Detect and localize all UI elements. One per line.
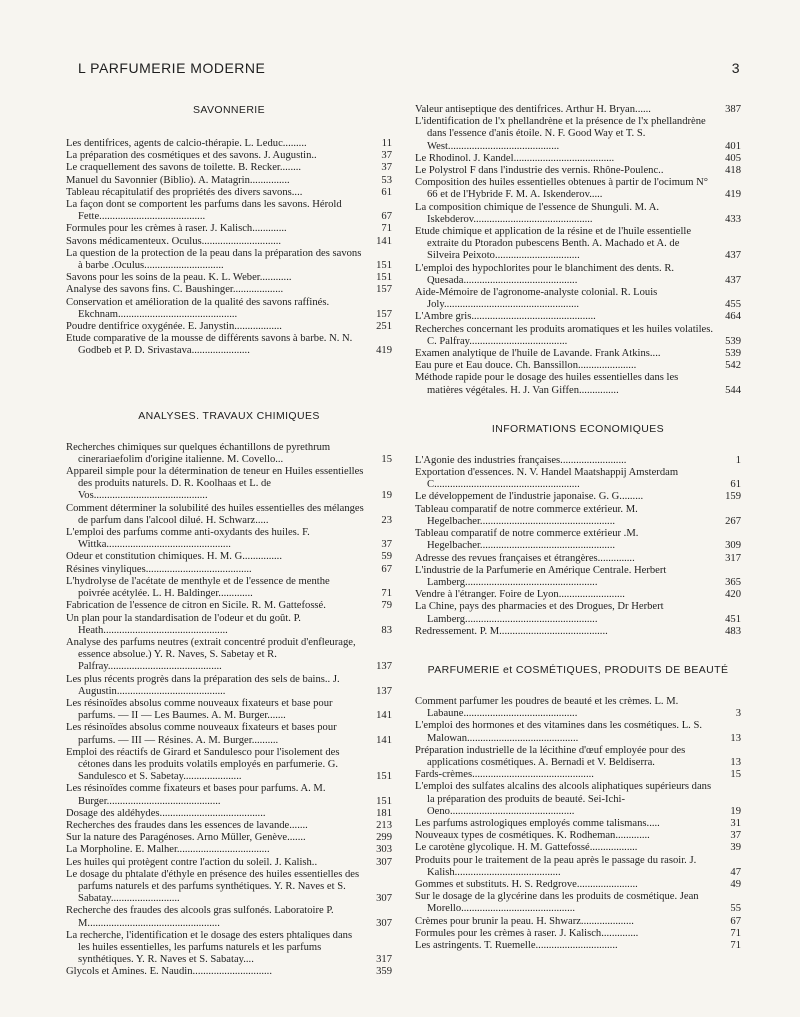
entry-page: 67 bbox=[381, 211, 392, 223]
entry-page: 15 bbox=[381, 453, 392, 465]
index-entry bbox=[66, 284, 392, 296]
entry-text: L'emploi des sulfates alcalins des alcools aliphatiques supérieurs dans la préparation des produits de beauté. Sei-Ichi-Oeno............................................... bbox=[415, 781, 712, 817]
entry-page: 79 bbox=[381, 600, 392, 612]
entry-text: Conservation et amélioration de la qualité des savons raffinés. Ekchnam............................................. bbox=[66, 296, 330, 320]
entry-text: Les plus récents progrès dans la préparation des sels de bains.. J. Augustin......................................... bbox=[66, 673, 340, 697]
index-entry bbox=[415, 830, 741, 842]
entry-text: Comment parfumer les poudres de beauté et les crèmes. L. M. Labaune........................................... bbox=[415, 695, 679, 720]
entry-page: 37 bbox=[381, 162, 392, 174]
index-entry bbox=[66, 442, 392, 466]
entry-page: 307 bbox=[376, 856, 392, 868]
index-entry bbox=[415, 528, 741, 552]
index-entry bbox=[66, 321, 392, 333]
page-header bbox=[78, 60, 740, 82]
entry-page: 483 bbox=[725, 625, 741, 637]
entry-page: 67 bbox=[730, 915, 741, 927]
entry-page: 387 bbox=[725, 104, 741, 115]
index-entry bbox=[66, 930, 392, 967]
entry-page: 181 bbox=[376, 807, 392, 819]
section-title: SAVONNERIE bbox=[192, 104, 266, 116]
entry-page: 83 bbox=[381, 624, 392, 636]
entry-text: Recherches chimiques sur quelques échantillons de pyrethrum cinerariaefolim d'origine italienne. M. Covello... bbox=[66, 441, 331, 465]
index-entry bbox=[415, 781, 741, 818]
index-entry bbox=[66, 600, 392, 612]
entry-page: 433 bbox=[725, 213, 741, 225]
page-number: 3 bbox=[731, 60, 740, 76]
left-column bbox=[66, 104, 392, 979]
entry-text: Appareil simple pour la détermination de teneur en Huiles essentielles des produits naturels. D. R. Koolhaas et L. de Vos........................................... bbox=[66, 466, 364, 502]
index-entry bbox=[415, 879, 741, 891]
entry-text: Nouveaux types de cosmétiques. K. Rodheman............. bbox=[415, 830, 650, 842]
index-entry bbox=[66, 722, 392, 746]
entry-text: Redressement. P. M......................................... bbox=[415, 625, 608, 637]
index-entry bbox=[66, 175, 392, 187]
entry-page: 47 bbox=[730, 866, 741, 878]
index-entry bbox=[415, 348, 741, 360]
entry-page: 405 bbox=[725, 152, 741, 164]
entry-text: Méthode rapide pour le dosage des huiles essentielles dans les matières végétales. H. J. Van Giffen............... bbox=[415, 372, 679, 396]
entry-text: Le craquellement des savons de toilette. B. Recker........ bbox=[66, 162, 302, 174]
entry-page: 419 bbox=[725, 189, 741, 201]
entry-text: Poudre dentifrice oxygénée. E. Janystin.................. bbox=[66, 321, 282, 333]
entry-text: Composition des huiles essentielles obtenues à partir de l'ocimum N° 66 et de l'Hybride F. M. A. Iskenderov..... bbox=[415, 177, 709, 201]
index-entry bbox=[415, 202, 741, 226]
entry-text: Valeur antiseptique des dentifrices. Arthur H. Bryan...... bbox=[415, 104, 651, 115]
index-entry bbox=[415, 360, 741, 372]
entry-page: 13 bbox=[730, 732, 741, 744]
index-entry bbox=[415, 940, 741, 952]
entry-page: 418 bbox=[725, 165, 741, 177]
entry-page: 539 bbox=[725, 348, 741, 360]
entry-page: 71 bbox=[381, 588, 392, 600]
entry-text: Le carotène glycolique. H. M. Gattefossé.................. bbox=[415, 842, 638, 854]
index-entry bbox=[66, 223, 392, 235]
entry-page: 59 bbox=[381, 551, 392, 563]
entry-text: Recherches concernant les produits aromatiques et les huiles volatiles. C. Palfray..................................... bbox=[415, 323, 714, 347]
entry-text: Sur le dosage de la glycérine dans les produits de cosmétique. Jean Morello........................................... bbox=[415, 891, 699, 915]
entry-page: 157 bbox=[376, 284, 392, 296]
entry-text: Le dosage du phtalate d'éthyle en présence des huiles essentielles des parfums naturels et des parfums synthétiques. Y. R. Naves et S. Sabatay.......................... bbox=[66, 868, 360, 905]
entry-page: 141 bbox=[376, 734, 392, 746]
entry-text: Préparation industrielle de la lécithine d'œuf employée pour des applications cosmétiques. A. Bernadi et V. Beldiserra. bbox=[415, 744, 686, 768]
index-entry bbox=[415, 455, 741, 467]
section-title: INFORMATIONS ECONOMIQUES bbox=[491, 422, 665, 435]
index-entry bbox=[415, 928, 741, 940]
entry-text: L'identification de l'x phellandrène et la présence de l'x phellandrène dans l'essence d'anis étoile. N. F. Good Way et T. S. West.......................................... bbox=[415, 116, 706, 152]
entry-page: 365 bbox=[725, 576, 741, 588]
entry-text: Odeur et constitution chimiques. H. M. G............... bbox=[66, 551, 282, 563]
entry-page: 213 bbox=[376, 819, 392, 831]
index-entry bbox=[66, 820, 392, 832]
entry-text: Etude chimique et application de la résine et de l'huile essentielle extraite du Ptoradon pubescens Benth. A. Machado et A. de Silveira Peixoto................................ bbox=[415, 226, 692, 262]
entry-text: Fabrication de l'essence de citron en Sicile. R. M. Gattefossé. bbox=[66, 600, 326, 612]
entry-text: Les huiles qui protègent contre l'action du soleil. J. Kalish.. bbox=[66, 856, 318, 868]
index-entry bbox=[66, 783, 392, 807]
index-entry bbox=[66, 333, 392, 357]
entry-text: Analyse des savons fins. C. Baushinger................... bbox=[66, 284, 284, 296]
entry-page: 137 bbox=[376, 685, 392, 697]
entry-text: Un plan pour la standardisation de l'odeur et du goût. P. Heath............................................... bbox=[66, 612, 301, 636]
entry-text: Recherches des fraudes dans les essences de lavande....... bbox=[66, 819, 308, 831]
entry-text: Gommes et substituts. H. S. Redgrove....................... bbox=[415, 878, 638, 890]
index-entry bbox=[415, 769, 741, 781]
entry-text: Recherche des fraudes des alcools gras sulfonés. Laboratoire P. M.................................................. bbox=[66, 905, 334, 929]
right-column bbox=[415, 104, 741, 952]
entry-page: 359 bbox=[376, 966, 392, 978]
index-entry bbox=[415, 565, 741, 589]
entry-page: 157 bbox=[376, 308, 392, 320]
index-entry bbox=[415, 855, 741, 879]
entry-text: L'emploi des parfums comme anti-oxydants des huiles. F. Wittka............................................... bbox=[66, 527, 310, 551]
entry-page: 542 bbox=[725, 360, 741, 372]
index-entry bbox=[415, 720, 741, 744]
index-entry bbox=[66, 297, 392, 321]
index-entry bbox=[66, 576, 392, 600]
index-entry bbox=[66, 966, 392, 978]
index-entry bbox=[415, 153, 741, 165]
entry-page: 303 bbox=[376, 844, 392, 856]
entry-text: L'emploi des hypochlorites pour le blanchiment des dents. R. Quesada........................................... bbox=[415, 262, 675, 286]
index-entry bbox=[415, 177, 741, 201]
index-entry bbox=[66, 248, 392, 272]
entry-page: 437 bbox=[725, 250, 741, 262]
index-entry bbox=[66, 698, 392, 722]
index-entry bbox=[66, 674, 392, 698]
entry-text: La Morpholine. E. Malher................................... bbox=[66, 844, 270, 856]
entry-text: La Chine, pays des pharmacies et des Drogues, Dr Herbert Lamberg.................................................. bbox=[415, 601, 664, 625]
entry-text: Les dentifrices, agents de calcio-thérapie. L. Leduc......... bbox=[66, 138, 307, 149]
entry-page: 61 bbox=[381, 186, 392, 198]
entry-page: 23 bbox=[381, 514, 392, 526]
entry-text: Savons pour les soins de la peau. K. L. Weber............ bbox=[66, 272, 292, 284]
entry-text: L'hydrolyse de l'acétate de menthyle et de l'essence de menthe poivrée acétylée. L. H. Baldinger............. bbox=[66, 575, 330, 600]
entry-text: Dosage des aldéhydes........................................ bbox=[66, 807, 266, 819]
entry-page: 539 bbox=[725, 335, 741, 347]
entry-page: 71 bbox=[730, 939, 741, 951]
entry-text: Les résinoïdes comme fixateurs et bases pour parfums. A. M. Burger........................................... bbox=[66, 783, 326, 807]
index-entry bbox=[415, 287, 741, 311]
entry-text: Manuel du Savonnier (Biblio). A. Matagrin............... bbox=[66, 174, 290, 186]
entry-page: 1 bbox=[735, 454, 741, 466]
section-title: ANALYSES. TRAVAUX CHIMIQUES bbox=[138, 409, 320, 422]
index-entry bbox=[415, 818, 741, 830]
entry-page: 251 bbox=[376, 321, 392, 333]
index-entry bbox=[66, 466, 392, 503]
entry-page: 13 bbox=[730, 756, 741, 768]
entry-page: 544 bbox=[725, 384, 741, 396]
entry-text: Tableau récapitulatif des propriétés des divers savons.... bbox=[66, 186, 303, 198]
index-entry bbox=[415, 311, 741, 323]
entry-page: 317 bbox=[725, 552, 741, 564]
entry-text: L'industrie de la Parfumerie en Amérique Centrale. Herbert Lamberg.................................................. bbox=[415, 564, 667, 588]
section-title: PARFUMERIE et COSMÉTIQUES, PRODUITS DE BEAUTÉ bbox=[427, 663, 729, 676]
entry-page: 437 bbox=[725, 274, 741, 286]
entry-text: Les résinoïdes absolus comme nouveaux fixateurs et base pour parfums. — II — Les Baumes. A. M. Burger....... bbox=[66, 697, 333, 722]
entry-text: Le développement de l'industrie japonaise. G. G......... bbox=[415, 491, 644, 503]
index-entry bbox=[415, 104, 741, 116]
index-entry bbox=[415, 589, 741, 601]
index-entry bbox=[415, 696, 741, 720]
entry-text: Formules pour les crèmes à raser. J. Kalisch............. bbox=[66, 223, 287, 235]
index-entry bbox=[415, 116, 741, 153]
entry-page: 31 bbox=[730, 817, 741, 829]
index-entry bbox=[66, 613, 392, 637]
index-entry bbox=[66, 272, 392, 284]
index-entry bbox=[66, 551, 392, 563]
entry-text: Tableau comparatif de notre commerce extérieur .M. Hegelbacher................................................... bbox=[415, 528, 639, 552]
entry-text: La question de la protection de la peau dans la préparation des savons à barbe .Oculus.............................. bbox=[66, 247, 362, 272]
entry-text: Les astringents. T. Ruemelle............................... bbox=[415, 939, 618, 951]
entry-text: La préparation des cosmétiques et des savons. J. Augustin.. bbox=[66, 150, 317, 162]
journal-title: L PARFUMERIE MODERNE bbox=[78, 60, 266, 76]
index-entry bbox=[415, 916, 741, 928]
entry-page: 159 bbox=[725, 491, 741, 503]
entry-page: 401 bbox=[725, 140, 741, 152]
entry-page: 67 bbox=[381, 563, 392, 575]
index-entry bbox=[66, 162, 392, 174]
index-entry bbox=[66, 138, 392, 150]
index-entry bbox=[66, 637, 392, 674]
entry-page: 307 bbox=[376, 917, 392, 929]
entry-text: Exportation d'essences. N. V. Handel Maatshappij Amsterdam C....................................................... bbox=[415, 467, 679, 491]
entry-page: 37 bbox=[381, 539, 392, 551]
entry-text: Savons médicamenteux. Oculus.............................. bbox=[66, 235, 282, 247]
index-entry bbox=[415, 553, 741, 565]
entry-text: Formules pour les crèmes à raser. J. Kalisch.............. bbox=[415, 927, 639, 939]
entry-page: 137 bbox=[376, 661, 392, 673]
index-entry bbox=[66, 527, 392, 551]
entry-text: Résines vinyliques........................................ bbox=[66, 563, 252, 575]
index-entry bbox=[415, 165, 741, 177]
index-entry bbox=[415, 504, 741, 528]
entry-text: Les résinoïdes absolus comme nouveaux fixateurs et bases pour parfums. — III — Résines. A. M. Burger.......... bbox=[66, 722, 337, 746]
entry-page: 19 bbox=[730, 805, 741, 817]
entry-text: Glycols et Amines. E. Naudin.............................. bbox=[66, 966, 272, 978]
entry-text: La façon dont se comportent les parfums dans les savons. Hérold Fette........................................ bbox=[66, 199, 342, 223]
entry-text: La composition chimique de l'essence de Shunguli. M. A. Iskebderov............................................. bbox=[415, 201, 660, 225]
entry-page: 53 bbox=[381, 174, 392, 186]
entry-page: 11 bbox=[381, 138, 392, 149]
entry-text: Analyse des parfums neutres (extrait concentré produit d'enfleurage, essence absolue.) Y. R. Naves, S. Sabetay et R. Palfray........................................... bbox=[66, 636, 356, 673]
entry-text: Eau pure et Eau douce. Ch. Banssillon...................... bbox=[415, 360, 637, 372]
entry-text: Tableau comparatif de notre commerce extérieur. M. Hegelbacher................................................... bbox=[415, 503, 638, 527]
entry-page: 71 bbox=[381, 223, 392, 235]
entry-text: Sur la nature des Paragénoses. Arno Müller, Genève....... bbox=[66, 832, 306, 844]
index-entry bbox=[66, 236, 392, 248]
index-entry bbox=[66, 747, 392, 784]
index-entry bbox=[415, 601, 741, 625]
index-entry bbox=[415, 491, 741, 503]
entry-page: 19 bbox=[381, 490, 392, 502]
entry-page: 309 bbox=[725, 540, 741, 552]
entry-text: Comment déterminer la solubilité des huiles essentielles des mélanges de parfum dans l'alcool dilué. H. Schwarz..... bbox=[66, 502, 364, 526]
entry-page: 3 bbox=[735, 708, 741, 720]
index-entry bbox=[66, 905, 392, 929]
entry-page: 151 bbox=[376, 795, 392, 807]
entry-page: 39 bbox=[730, 842, 741, 854]
index-entry bbox=[415, 226, 741, 263]
entry-text: Les parfums astrologiques employés comme talismans..... bbox=[415, 817, 660, 829]
index-entry bbox=[66, 857, 392, 869]
entry-text: L'Agonie des industries françaises......................... bbox=[415, 454, 627, 466]
entry-text: Le Polystrol F dans l'industrie des vernis. Rhône-Poulenc.. bbox=[415, 165, 664, 177]
index-entry bbox=[415, 263, 741, 287]
entry-page: 15 bbox=[730, 769, 741, 781]
entry-text: Adresse des revues françaises et étrangères.............. bbox=[415, 552, 635, 564]
entry-text: Le Rhodinol. J. Kandel...................................... bbox=[415, 152, 615, 164]
entry-text: Fards-crèmes.............................................. bbox=[415, 769, 594, 781]
entry-page: 71 bbox=[730, 927, 741, 939]
entry-text: L'Ambre gris............................................... bbox=[415, 311, 596, 323]
entry-page: 141 bbox=[376, 710, 392, 722]
entry-page: 61 bbox=[730, 479, 741, 491]
entry-page: 419 bbox=[376, 345, 392, 357]
entry-page: 37 bbox=[730, 830, 741, 842]
index-entry bbox=[415, 842, 741, 854]
entry-text: Aide-Mémoire de l'agronome-analyste colonial. R. Louis Joly................................................... bbox=[415, 287, 658, 311]
index-entry bbox=[66, 503, 392, 527]
index-entry bbox=[66, 808, 392, 820]
index-entry bbox=[66, 150, 392, 162]
index-entry bbox=[66, 869, 392, 906]
entry-text: Crèmes pour brunir la peau. H. Shwarz.................... bbox=[415, 915, 634, 927]
entry-page: 299 bbox=[376, 832, 392, 844]
entry-page: 455 bbox=[725, 299, 741, 311]
index-entry bbox=[415, 626, 741, 638]
entry-page: 55 bbox=[730, 903, 741, 915]
entry-page: 37 bbox=[381, 150, 392, 162]
entry-page: 151 bbox=[376, 272, 392, 284]
index-entry bbox=[66, 187, 392, 199]
entry-page: 151 bbox=[376, 260, 392, 272]
index-entry bbox=[415, 324, 741, 348]
index-entry bbox=[415, 745, 741, 769]
entry-page: 317 bbox=[376, 954, 392, 966]
entry-page: 451 bbox=[725, 613, 741, 625]
entry-text: L'emploi des hormones et des vitamines dans les cosmétiques. L. S. Malowan.......................................... bbox=[415, 720, 703, 744]
entry-page: 420 bbox=[725, 589, 741, 601]
index-entry bbox=[66, 832, 392, 844]
entry-text: Produits pour le traitement de la peau après le passage du rasoir. J. Kalish........................................ bbox=[415, 854, 697, 878]
entry-text: La recherche, l'identification et le dosage des esters phtaliques dans les huiles essentielles, les parfums naturels et les parfums synthétiques. Y. R. Naves et S. Sabatay.... bbox=[66, 929, 353, 966]
entry-text: Etude comparative de la mousse de différents savons à barbe. N. N. Godbeb et P. D. Srivastava...................... bbox=[66, 333, 353, 357]
index-entry bbox=[415, 467, 741, 491]
entry-page: 307 bbox=[376, 893, 392, 905]
entry-text: Emploi des réactifs de Girard et Sandulesco pour l'isolement des cétones dans les produits volatils employés en parfumerie. G. Sandulesco et S. Sabetay...................... bbox=[66, 746, 340, 783]
entry-text: Vendre à l'étranger. Foire de Lyon......................... bbox=[415, 589, 625, 601]
index-entry bbox=[415, 891, 741, 915]
entry-page: 49 bbox=[730, 878, 741, 890]
index-entry bbox=[66, 199, 392, 223]
index-entry bbox=[415, 372, 741, 396]
index-entry bbox=[66, 564, 392, 576]
index-entry bbox=[66, 844, 392, 856]
entry-page: 267 bbox=[725, 515, 741, 527]
entry-page: 151 bbox=[376, 771, 392, 783]
entry-page: 141 bbox=[376, 235, 392, 247]
entry-text: Examen analytique de l'huile de Lavande. Frank Atkins.... bbox=[415, 348, 661, 360]
entry-page: 464 bbox=[725, 311, 741, 323]
